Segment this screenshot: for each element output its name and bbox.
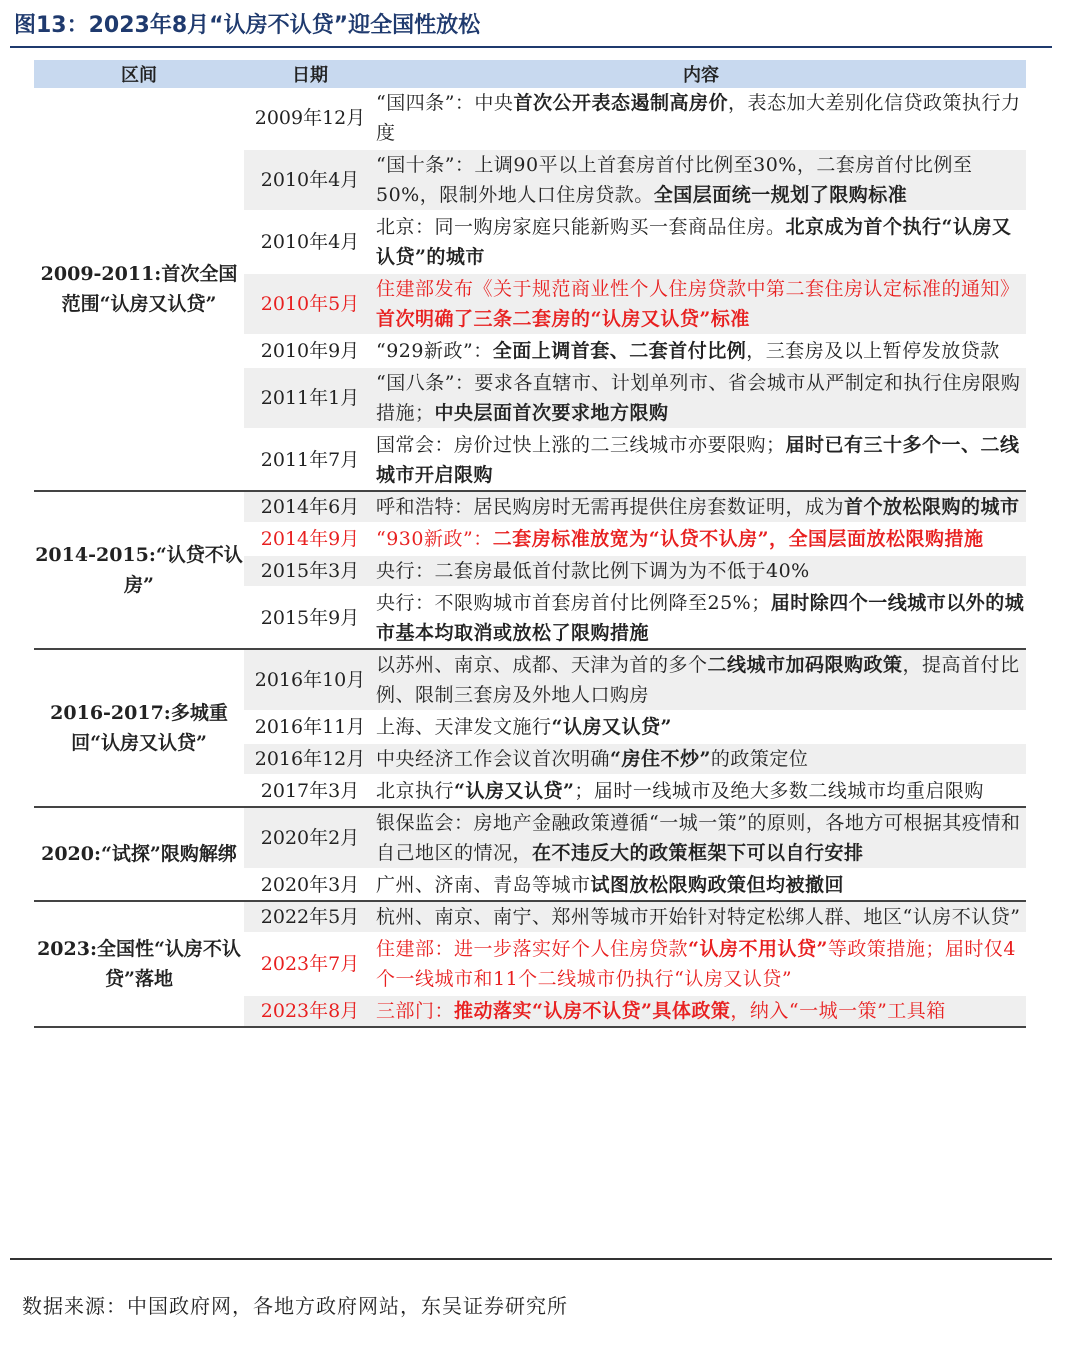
content-emphasis: 在不违反大的政策框架下可以自行安排	[532, 842, 864, 864]
content-emphasis: 全国层面统一规划了限购标准	[653, 184, 908, 206]
content-cell	[376, 587, 1026, 649]
table-header-row	[34, 60, 1026, 88]
content-cell	[376, 367, 1026, 429]
content-text: 三部门：	[376, 1000, 455, 1022]
bottom-rule	[10, 1258, 1052, 1260]
content-text: 央行：二套房最低首付款比例下调为为不低于40%	[376, 560, 810, 582]
content-emphasis: 首个放松限购的城市	[844, 496, 1020, 518]
date-cell: 2010年4月	[244, 211, 376, 273]
header-region: 区间	[34, 60, 244, 88]
content-text: 住建部发布《关于规范商业性个人住房贷款中第二套住房认定标准的通知》	[376, 278, 1020, 300]
date-cell: 2009年12月	[244, 88, 376, 149]
date-cell: 2010年5月	[244, 273, 376, 335]
content-text: “929新政”：	[376, 340, 493, 362]
content-cell	[376, 807, 1026, 869]
date-cell: 2014年6月	[244, 491, 376, 523]
table-row	[34, 901, 1026, 933]
content-emphasis: 全面上调首套、二套首付比例	[492, 340, 747, 362]
content-cell	[376, 273, 1026, 335]
source-note: 数据来源：中国政府网，各地方政府网站，东吴证券研究所	[22, 1294, 568, 1318]
content-emphasis: “认房不用认贷”	[688, 938, 828, 960]
title-rule	[10, 46, 1052, 48]
content-cell	[376, 711, 1026, 743]
date-cell: 2011年7月	[244, 429, 376, 491]
content-text: 杭州、南京、南宁、郑州等城市开始针对特定松绑人群、地区“认房不认贷”	[376, 906, 1021, 928]
content-text: 的政策定位	[710, 748, 809, 770]
content-cell	[376, 775, 1026, 807]
content-text: “930新政”：	[376, 528, 493, 550]
content-cell	[376, 429, 1026, 491]
policy-table	[34, 60, 1026, 1028]
date-cell: 2014年9月	[244, 523, 376, 555]
date-cell: 2020年2月	[244, 807, 376, 869]
date-cell: 2010年4月	[244, 149, 376, 211]
period-label: 2023:全国性“认房不认贷”落地	[34, 901, 244, 1027]
content-cell	[376, 901, 1026, 933]
date-cell: 2022年5月	[244, 901, 376, 933]
content-emphasis: “房住不炒”	[610, 748, 711, 770]
content-text: “国八条”：要求各直辖市、计划单列市、省会城市从严制定和执行住房限购措施；	[376, 372, 1021, 424]
table-row	[34, 491, 1026, 523]
content-emphasis: 试图放松限购政策但均被撤回	[590, 874, 845, 896]
date-cell: 2017年3月	[244, 775, 376, 807]
date-cell: 2016年11月	[244, 711, 376, 743]
content-cell	[376, 211, 1026, 273]
date-cell: 2015年9月	[244, 587, 376, 649]
content-text: 以苏州、南京、成都、天津为首的多个	[376, 654, 708, 676]
table-row	[34, 649, 1026, 711]
content-cell	[376, 649, 1026, 711]
table-body	[34, 88, 1026, 1027]
content-text: ，纳入“一城一策”工具箱	[730, 1000, 946, 1022]
content-cell	[376, 88, 1026, 149]
period-label: 2016-2017:多城重回“认房又认贷”	[34, 649, 244, 807]
content-emphasis: “认房又认贷”	[551, 716, 672, 738]
content-text: ，表态加大差别化信贷政策执行力度	[376, 92, 1021, 144]
period-label: 2020:“试探”限购解绑	[34, 807, 244, 901]
date-cell: 2023年7月	[244, 933, 376, 995]
content-emphasis: 首次公开表态遏制高房价	[513, 92, 728, 114]
date-cell: 2016年12月	[244, 743, 376, 775]
content-cell	[376, 869, 1026, 901]
content-text: 呼和浩特：居民购房时无需再提供住房套数证明，成为	[376, 496, 845, 518]
content-text: “国四条”：中央	[376, 92, 514, 114]
content-text: ，提高首付比例、限制三套房及外地人口购房	[376, 654, 1020, 706]
content-cell	[376, 933, 1026, 995]
content-text: 国常会：房价过快上涨的二三线城市亦要限购；	[376, 434, 786, 456]
content-emphasis: 中央层面首次要求地方限购	[434, 402, 669, 424]
date-cell: 2011年1月	[244, 367, 376, 429]
content-cell	[376, 523, 1026, 555]
content-cell	[376, 149, 1026, 211]
date-cell: 2023年8月	[244, 995, 376, 1027]
figure-title: 图13：2023年8月“认房不认贷”迎全国性放松	[14, 13, 481, 38]
content-emphasis: 北京成为首个执行“认房又认贷”的城市	[376, 216, 1012, 268]
content-text: “国十条”：上调90平以上首套房首付比例至30%，二套房首付比例至50%，限制外地人口住房贷款。	[376, 154, 973, 206]
table-row	[34, 88, 1026, 149]
content-cell	[376, 995, 1026, 1027]
content-cell	[376, 335, 1026, 367]
header-date: 日期	[244, 60, 376, 88]
content-text: 中央经济工作会议首次明确	[376, 748, 611, 770]
content-emphasis: “认房又认贷”	[454, 780, 575, 802]
content-text: 广州、济南、青岛等城市	[376, 874, 591, 896]
period-label: 2014-2015:“认贷不认房”	[34, 491, 244, 649]
content-text: 央行：不限购城市首套房首付比例降至25%；	[376, 592, 771, 614]
content-text: 北京执行	[376, 780, 455, 802]
content-emphasis: 首次明确了三条二套房的“认房又认贷”标准	[376, 308, 750, 330]
content-emphasis: 届时除四个一线城市以外的城市基本均取消或放松了限购措施	[376, 592, 1025, 644]
content-cell	[376, 743, 1026, 775]
date-cell: 2010年9月	[244, 335, 376, 367]
content-text: 等政策措施；届时仅4个一线城市和11个二线城市仍执行“认房又认贷”	[376, 938, 1016, 990]
table-row	[34, 807, 1026, 869]
content-emphasis: 届时已有三十多个一、二线城市开启限购	[376, 434, 1020, 486]
content-text: 上海、天津发文施行	[376, 716, 552, 738]
content-emphasis: 二套房标准放宽为“认贷不认房”，全国层面放松限购措施	[492, 528, 984, 550]
date-cell: 2015年3月	[244, 555, 376, 587]
date-cell: 2020年3月	[244, 869, 376, 901]
content-emphasis: 二线城市加码限购政策	[707, 654, 903, 676]
content-text: 住建部：进一步落实好个人住房贷款	[376, 938, 689, 960]
content-text: ；届时一线城市及绝大多数二线城市均重启限购	[574, 780, 984, 802]
period-label: 2009-2011:首次全国范围“认房又认贷”	[34, 88, 244, 491]
content-text: ，三套房及以上暂停发放贷款	[746, 340, 1000, 362]
content-text: 北京：同一购房家庭只能新购买一套商品住房。	[376, 216, 786, 238]
header-content: 内容	[376, 60, 1026, 88]
date-cell: 2016年10月	[244, 649, 376, 711]
content-cell	[376, 491, 1026, 523]
content-text: 银保监会：房地产金融政策遵循“一城一策”的原则，各地方可根据其疫情和自己地区的情况，	[376, 812, 1021, 864]
content-cell	[376, 555, 1026, 587]
content-emphasis: 推动落实“认房不认贷”具体政策	[454, 1000, 731, 1022]
